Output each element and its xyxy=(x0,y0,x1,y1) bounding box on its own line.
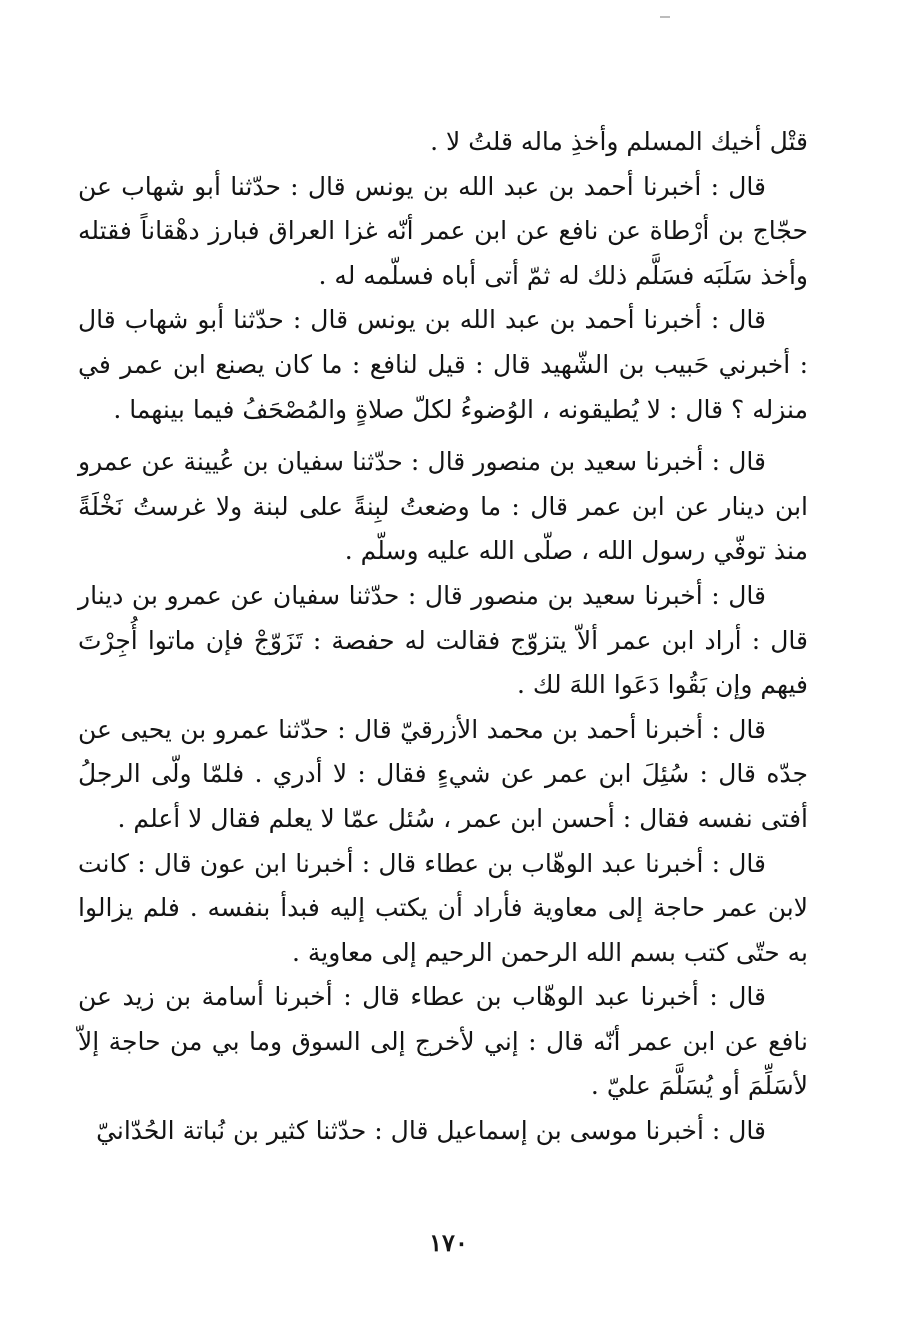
paragraph-1: قتْل أخيك المسلم وأخذِ ماله قلتُ لا . xyxy=(430,127,808,156)
paragraph-2: قال : أخبرنا أحمد بن عبد الله بن يونس قال : حدّثنا أبو شهاب عن حجّاج بن أرْطاة عن نافع عن ابن عمر أنّه غزا العراق فبارز دهْقاناً فقتله وأخذ سَلَبَه فسَلَّم ذلك له ثمّ أتى أباه فسلّمه له . xyxy=(78,171,808,290)
paragraph-gap xyxy=(78,432,808,440)
paragraph-7: قال : أخبرنا عبد الوهّاب بن عطاء قال : أخبرنا ابن عون قال : كانت لابن عمر حاجة إلى معاوية فأراد أن يكتب إليه فبدأ بنفسه . فلم يزالوا به حتّى كتب بسم الله الرحمن الرحيم إلى معاوية . xyxy=(78,848,808,967)
paragraph-3: قال : أخبرنا أحمد بن عبد الله بن يونس قال : حدّثنا أبو شهاب قال : أخبرني حَبيب بن الشّهيد قال : قيل لنافع : ما كان يصنع ابن عمر في منزله ؟ قال : لا يُطيقونه ، الوُضوءُ لكلّ صلاةٍ والمُصْحَفُ فيما بينهما . xyxy=(78,305,808,424)
paragraph-5: قال : أخبرنا سعيد بن منصور قال : حدّثنا سفيان عن عمرو بن دينار قال : أراد ابن عمر ألاّ يتزوّج فقالت له حفصة : تَزَوّجْ فإن ماتوا أُجِرْتَ فيهم وإن بَقُوا دَعَوا اللهَ لك . xyxy=(78,580,808,700)
paragraph-6: قال : أخبرنا أحمد بن محمد الأزرقيّ قال : حدّثنا عمرو بن يحيى عن جدّه قال : سُئِلَ ابن عمر عن شيءٍ فقال : لا أدري . فلمّا ولّى الرجلُ أفتى نفسه فقال : أحسن ابن عمر ، سُئل عمّا لا يعلم فقال لا أعلم . xyxy=(78,714,808,833)
scan-mark xyxy=(660,16,670,18)
page-body xyxy=(78,120,808,1154)
page-number: ١٧٠ xyxy=(429,1228,468,1257)
paragraph-4: قال : أخبرنا سعيد بن منصور قال : حدّثنا سفيان بن عُيينة عن عمرو ابن دينار عن ابن عمر قال : ما وضعتُ لبِنةً على لبنة ولا غرستُ نَخْلَةً منذ توفّي رسول الله ، صلّى الله عليه وسلّم . xyxy=(78,447,808,566)
paragraph-8: قال : أخبرنا عبد الوهّاب بن عطاء قال : أخبرنا أسامة بن زيد عن نافع عن ابن عمر أنّه قال : إني لأخرج إلى السوق وما بي من حاجة إلاّ لأسَلِّمَ أو يُسَلَّمَ عليّ . xyxy=(78,982,808,1101)
paragraph-9: قال : أخبرنا موسى بن إسماعيل قال : حدّثنا كثير بن نُباتة الحُدّانيّ xyxy=(96,1116,766,1146)
